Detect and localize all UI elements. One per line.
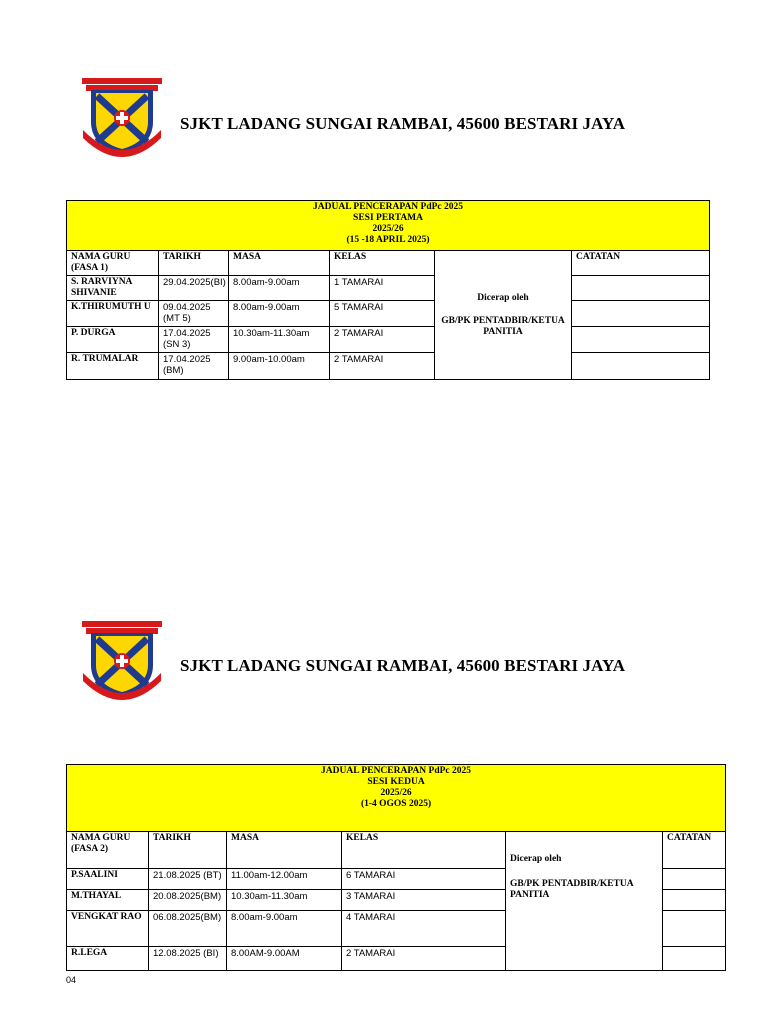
class-name: 4 TAMARAI <box>342 911 506 947</box>
observer-by: GB/PK PENTADBIR/KETUA PANITIA <box>441 315 565 337</box>
class-name: 2 TAMARAI <box>330 353 435 380</box>
observer-cell <box>435 251 572 380</box>
table-row <box>67 276 710 301</box>
observation-date: 21.08.2025 (BT) <box>149 869 227 890</box>
header-notes: CATATAN <box>663 832 726 869</box>
title-line: JADUAL PENCERAPAN PdPc 2025 <box>313 202 464 212</box>
teacher-name: P. DURGA <box>67 327 159 353</box>
observation-schedule-table-1 <box>66 200 710 380</box>
teacher-name: R. TRUMALAR <box>67 353 159 380</box>
notes-cell <box>572 301 710 327</box>
header-time: MASA <box>229 251 330 276</box>
notes-cell <box>663 869 726 890</box>
header-date: TARIKH <box>149 832 227 869</box>
header-time: MASA <box>227 832 342 869</box>
teacher-name: K.THIRUMUTH U <box>67 301 159 327</box>
teacher-name: R.LEGA <box>67 947 149 971</box>
observation-date: 20.08.2025(BM) <box>149 890 227 911</box>
title-line: (1-4 OGOS 2025) <box>360 799 432 809</box>
observation-date: 12.08.2025 (BI) <box>149 947 227 971</box>
teacher-name: VENGKAT RAO <box>67 911 149 947</box>
observation-time: 9.00am-10.00am <box>229 353 330 380</box>
notes-cell <box>663 911 726 947</box>
school-logo <box>79 76 165 160</box>
schedule-title <box>67 765 726 832</box>
teacher-name: S. RARVIYNA SHIVANIE <box>67 276 159 301</box>
observation-date: 17.04.2025 (BM) <box>159 353 229 380</box>
observer-cell <box>506 832 663 971</box>
title-line: SESI PERTAMA <box>353 213 424 223</box>
class-name: 2 TAMARAI <box>330 327 435 353</box>
title-line: 2025/26 <box>380 788 412 798</box>
teacher-name: M.THAYAL <box>67 890 149 911</box>
school-name: SJKT LADANG SUNGAI RAMBAI, 45600 BESTARI JAYA <box>180 114 626 133</box>
observation-date: 29.04.2025(BI) <box>159 276 229 301</box>
table-row <box>67 353 710 380</box>
class-name: 6 TAMARAI <box>342 869 506 890</box>
observation-time: 8.00AM-9.00AM <box>227 947 342 971</box>
class-name: 5 TAMARAI <box>330 301 435 327</box>
observation-time: 8.00am-9.00am <box>227 911 342 947</box>
observation-time: 10.30am-11.30am <box>227 890 342 911</box>
title-line: JADUAL PENCERAPAN PdPc 2025 <box>321 766 472 776</box>
title-line: (15 -18 APRIL 2025) <box>346 235 430 245</box>
notes-cell <box>572 276 710 301</box>
table-row <box>67 327 710 353</box>
footer-mark: 04 <box>66 975 77 985</box>
observation-time: 11.00am-12.00am <box>227 869 342 890</box>
observation-time: 8.00am-9.00am <box>229 301 330 327</box>
observer-by: GB/PK PENTADBIR/KETUA PANITIA <box>510 879 634 900</box>
header-name: NAMA GURU (FASA 2) <box>67 832 149 869</box>
observation-time: 8.00am-9.00am <box>229 276 330 301</box>
observer-label: Dicerap oleh <box>510 854 562 864</box>
header-date: TARIKH <box>159 251 229 276</box>
header-class: KELAS <box>330 251 435 276</box>
class-name: 2 TAMARAI <box>342 947 506 971</box>
table-row <box>67 301 710 327</box>
header-class: KELAS <box>342 832 506 869</box>
notes-cell <box>572 327 710 353</box>
notes-cell <box>572 353 710 380</box>
header-notes: CATATAN <box>572 251 710 276</box>
notes-cell <box>663 947 726 971</box>
teacher-name: P.SAALINI <box>67 869 149 890</box>
title-line: 2025/26 <box>372 224 404 234</box>
observation-date: 06.08.2025(BM) <box>149 911 227 947</box>
schedule-title <box>67 201 710 251</box>
header-name: NAMA GURU (FASA 1) <box>67 251 159 276</box>
observation-date: 09.04.2025 (MT 5) <box>159 301 229 327</box>
school-logo <box>79 619 165 703</box>
class-name: 1 TAMARAI <box>330 276 435 301</box>
notes-cell <box>663 890 726 911</box>
observation-date: 17.04.2025 (SN 3) <box>159 327 229 353</box>
class-name: 3 TAMARAI <box>342 890 506 911</box>
title-line: SESI KEDUA <box>367 777 425 787</box>
school-name: SJKT LADANG SUNGAI RAMBAI, 45600 BESTARI JAYA <box>180 656 626 675</box>
observation-schedule-table-2 <box>66 764 726 971</box>
observer-label: Dicerap oleh <box>477 292 529 303</box>
observation-time: 10.30am-11.30am <box>229 327 330 353</box>
